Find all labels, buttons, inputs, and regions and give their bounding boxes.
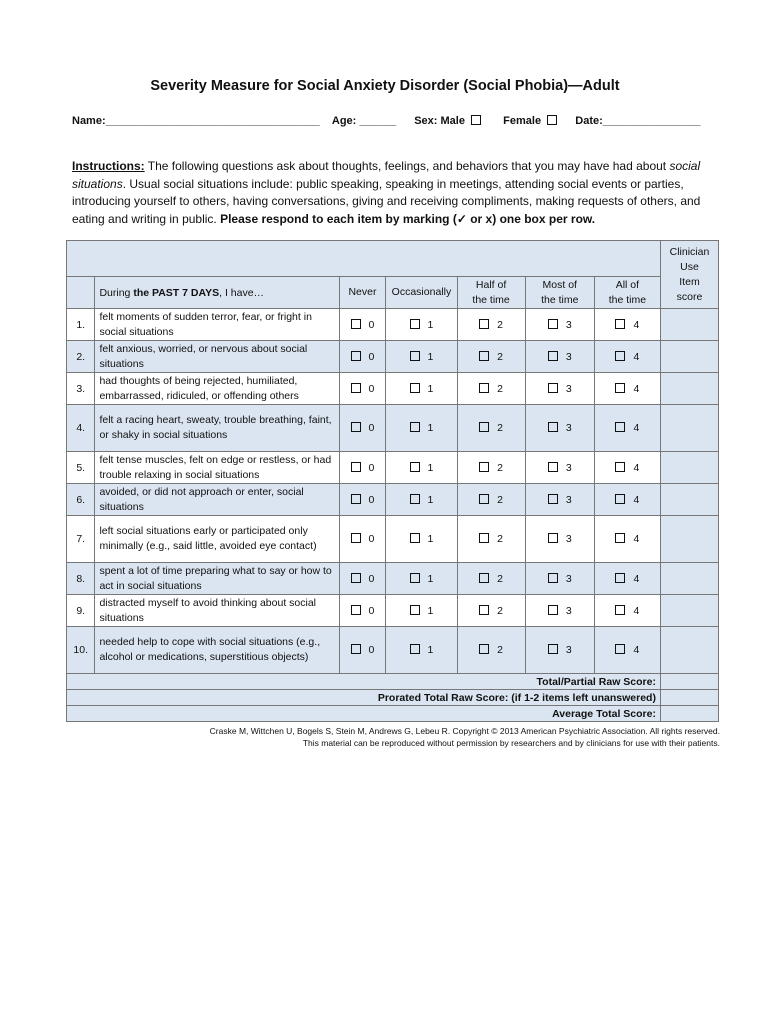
response-option[interactable] [386,309,457,341]
checkbox-icon[interactable] [410,644,420,654]
checkbox-icon[interactable] [410,605,420,615]
checkbox-icon[interactable] [615,422,625,432]
table-row [67,595,719,627]
total-label: Prorated Total Raw Score: (if 1-2 items left unanswered) [67,690,661,706]
page-title: Severity Measure for Social Anxiety Disorder (Social Phobia)—Adult [150,78,620,94]
item-number: 10. [67,627,95,674]
item-score-field[interactable] [660,309,718,341]
response-option[interactable] [525,309,594,341]
option-score: 2 [497,318,504,331]
response-option[interactable] [525,563,594,595]
response-option[interactable] [386,373,457,405]
response-option[interactable] [457,595,525,627]
item-score-field[interactable] [660,341,718,373]
checkbox-icon[interactable] [410,383,420,393]
option-score: 1 [427,318,434,331]
option-score: 2 [497,572,504,585]
checkbox-icon[interactable] [548,319,558,329]
checkbox-icon[interactable] [479,605,489,615]
option-score: 0 [368,493,375,506]
item-score-field[interactable] [660,452,718,484]
option-score: 0 [368,461,375,474]
item-text: needed help to cope with social situations (e.g., alcohol or medications, superstitious objects) [95,627,339,674]
response-option[interactable] [339,341,386,373]
response-option[interactable] [594,341,660,373]
checkbox-icon[interactable] [351,494,361,504]
response-option[interactable] [594,627,660,674]
checkbox-icon[interactable] [548,422,558,432]
checkbox-icon[interactable] [615,573,625,583]
response-option[interactable] [525,516,594,563]
option-score: 3 [565,644,572,656]
option-score: 4 [633,382,640,395]
option-score: 0 [368,318,375,331]
item-text: left social situations early or participated only minimally (e.g., said little, avoided eye contact) [95,516,339,563]
option-score: 1 [427,572,434,585]
option-score: 1 [427,350,434,363]
checkbox-icon[interactable] [410,494,420,504]
item-score-field[interactable] [660,484,718,516]
checkbox-icon[interactable] [548,494,558,504]
option-score: 2 [497,461,504,474]
table-row [67,309,719,341]
item-text: felt tense muscles, felt on edge or restless, or had trouble relaxing in social situations [95,452,339,484]
total-row [67,674,719,690]
option-score: 1 [427,493,434,506]
checkbox-icon[interactable] [615,494,625,504]
response-option[interactable] [386,563,457,595]
column-header-4: All of the time [594,277,660,309]
response-option[interactable] [457,563,525,595]
option-score: 3 [565,533,572,545]
instructions-label: Instructions: [72,159,145,173]
response-option[interactable] [386,405,457,452]
option-score: 1 [427,382,434,395]
option-score: 2 [497,604,504,617]
option-score: 1 [427,644,434,656]
checkbox-icon[interactable] [479,573,489,583]
patient-info-line [72,115,722,127]
table-row [67,452,719,484]
option-score: 2 [497,382,504,395]
item-number: 4. [67,405,95,452]
instructions-bold: Please respond to each item by marking (✓ or x) one box per row. [220,211,596,226]
response-option[interactable] [386,452,457,484]
table-row [67,484,719,516]
response-option[interactable] [457,405,525,452]
total-row [67,706,719,722]
option-score: 4 [633,422,640,434]
option-score: 4 [633,533,640,545]
item-score-field[interactable] [660,627,718,674]
response-option[interactable] [594,563,660,595]
option-score: 3 [565,493,572,506]
response-option[interactable] [386,341,457,373]
checkbox-icon[interactable] [615,605,625,615]
option-score: 0 [368,604,375,617]
item-number: 1. [67,309,95,341]
checkbox-icon[interactable] [351,383,361,393]
item-number: 7. [67,516,95,563]
option-score: 3 [565,318,572,331]
num-header [67,277,95,309]
option-score: 4 [633,572,640,585]
response-option[interactable] [386,516,457,563]
option-score: 0 [368,572,375,585]
checkbox-icon[interactable] [351,319,361,329]
checkbox-icon[interactable] [615,351,625,361]
option-score: 2 [497,350,504,363]
instructions [72,158,722,228]
checkbox-icon[interactable] [479,494,489,504]
checkbox-icon[interactable] [479,351,489,361]
column-header-3: Most of the time [525,277,594,309]
option-score: 2 [497,422,504,434]
checkbox-icon[interactable] [410,573,420,583]
checkbox-icon[interactable] [351,605,361,615]
table-row [67,627,719,674]
header-band [67,241,661,277]
age-field[interactable]: Age: ______ [331,115,397,127]
item-number: 2. [67,341,95,373]
total-row [67,690,719,706]
option-score: 0 [368,644,375,656]
response-option[interactable] [525,627,594,674]
checkbox-icon[interactable] [615,644,625,654]
response-option[interactable] [457,516,525,563]
footer-line2: This material can be reproduced without permission by researchers and by clinicians for use with their patients. [302,738,720,748]
column-header-0: Never [339,277,386,309]
date-field[interactable]: Date:________________ [575,115,701,127]
total-score-field[interactable] [660,690,718,706]
item-number: 9. [67,595,95,627]
response-option[interactable] [339,563,386,595]
checkbox-icon[interactable] [615,533,625,543]
item-text: avoided, or did not approach or enter, social situations [95,484,339,516]
response-option[interactable] [525,595,594,627]
item-number: 3. [67,373,95,405]
response-option[interactable] [594,405,660,452]
option-score: 4 [633,350,640,363]
response-option[interactable] [525,341,594,373]
response-option[interactable] [339,373,386,405]
option-score: 1 [427,422,434,434]
total-score-field[interactable] [660,706,718,722]
table-row [67,405,719,452]
option-score: 4 [633,461,640,474]
item-text: distracted myself to avoid thinking about social situations [95,595,339,627]
option-score: 1 [427,533,434,545]
response-option[interactable] [386,595,457,627]
total-label: Total/Partial Raw Score: [67,674,661,690]
response-option[interactable] [457,309,525,341]
item-text: felt a racing heart, sweaty, trouble breathing, faint, or shaky in social situations [95,405,339,452]
option-score: 3 [565,350,572,363]
option-score: 4 [633,318,640,331]
checkbox-icon[interactable] [479,383,489,393]
checkbox-icon[interactable] [548,462,558,472]
checkbox-icon[interactable] [410,351,420,361]
table-row [67,341,719,373]
checkbox-icon[interactable] [410,422,420,432]
name-field[interactable]: Name:___________________________________ [72,115,320,127]
response-option[interactable] [594,595,660,627]
response-option[interactable] [594,309,660,341]
sex-label: Sex: Male [414,115,465,127]
option-score: 4 [633,604,640,617]
column-header-2: Half of the time [457,277,525,309]
item-score-field[interactable] [660,405,718,452]
option-score: 4 [633,644,640,656]
response-option[interactable] [594,373,660,405]
column-header-1: Occasionally [386,277,457,309]
option-score: 1 [427,461,434,474]
option-score: 0 [368,382,375,395]
checkbox-icon[interactable] [615,383,625,393]
checkbox-icon[interactable] [351,351,361,361]
response-option[interactable] [386,627,457,674]
option-score: 0 [368,350,375,363]
checkbox-icon[interactable] [615,462,625,472]
checkbox-icon[interactable] [410,533,420,543]
response-option[interactable] [457,627,525,674]
response-option[interactable] [339,595,386,627]
male-checkbox-icon[interactable] [471,115,481,125]
checkbox-icon[interactable] [479,533,489,543]
female-checkbox-icon[interactable] [547,115,557,125]
checkbox-icon[interactable] [351,573,361,583]
item-score-field[interactable] [660,563,718,595]
option-score: 0 [368,422,375,434]
checkbox-icon[interactable] [548,573,558,583]
option-score: 2 [497,493,504,506]
option-score: 3 [565,604,572,617]
option-score: 4 [633,493,640,506]
response-option[interactable] [525,373,594,405]
response-option[interactable] [525,484,594,516]
response-option[interactable] [457,484,525,516]
table-row [67,373,719,405]
response-option[interactable] [339,309,386,341]
instructions-italic: social situations [72,159,701,191]
response-option[interactable] [457,341,525,373]
response-option[interactable] [594,516,660,563]
severity-table [66,240,719,722]
prompt-header: During the PAST 7 DAYS, I have… [95,277,339,309]
response-option[interactable] [339,452,386,484]
table-row [67,516,719,563]
response-option[interactable] [339,516,386,563]
item-number: 6. [67,484,95,516]
option-score: 2 [497,644,504,656]
female-label: Female [503,115,542,127]
checkbox-icon[interactable] [479,462,489,472]
response-option[interactable] [339,405,386,452]
item-text: spent a lot of time preparing what to say or how to act in social situations [95,563,339,595]
response-option[interactable] [339,627,386,674]
option-score: 3 [565,461,572,474]
item-text: had thoughts of being rejected, humiliated, embarrassed, ridiculed, or offending others [95,373,339,405]
response-option[interactable] [525,452,594,484]
option-score: 0 [368,533,375,545]
option-score: 2 [497,533,504,545]
response-option[interactable] [525,405,594,452]
response-option[interactable] [594,484,660,516]
option-score: 3 [565,382,572,395]
item-text: felt moments of sudden terror, fear, or fright in social situations [95,309,339,341]
option-score: 1 [427,604,434,617]
checkbox-icon[interactable] [479,644,489,654]
item-number: 5. [67,452,95,484]
checkbox-icon[interactable] [479,422,489,432]
clinician-header: Clinician Use Item score [660,241,718,309]
item-score-field[interactable] [660,595,718,627]
response-option[interactable] [339,484,386,516]
checkbox-icon[interactable] [410,462,420,472]
item-number: 8. [67,563,95,595]
table-row [67,563,719,595]
checkbox-icon[interactable] [351,462,361,472]
checkbox-icon[interactable] [351,533,361,543]
checkbox-icon[interactable] [410,319,420,329]
response-option[interactable] [457,452,525,484]
option-score: 3 [565,422,572,434]
total-score-field[interactable] [660,674,718,690]
option-score: 3 [565,572,572,585]
footer-line1: Craske M, Wittchen U, Bogels S, Stein M, Andrews G, Lebeu R. Copyright © 2013 American Psychiatric Association. All rights reserved. [209,726,720,736]
instructions-text-2: . Usual social situations include: public speaking, speaking in meetings, attending social events or parties, introducing yourself to others, having conversations, giving and receiving compliments, making requests of others, and eating and writing in public. [72,176,701,226]
checkbox-icon[interactable] [548,351,558,361]
item-score-field[interactable] [660,516,718,563]
item-score-field[interactable] [660,373,718,405]
checkbox-icon[interactable] [351,422,361,432]
checkbox-icon[interactable] [479,319,489,329]
checkbox-icon[interactable] [351,644,361,654]
checkbox-icon[interactable] [615,319,625,329]
checkbox-icon[interactable] [548,605,558,615]
checkbox-icon[interactable] [548,383,558,393]
total-label: Average Total Score: [67,706,661,722]
checkbox-icon[interactable] [548,644,558,654]
checkbox-icon[interactable] [548,533,558,543]
response-option[interactable] [386,484,457,516]
response-option[interactable] [457,373,525,405]
response-option[interactable] [594,452,660,484]
item-text: felt anxious, worried, or nervous about social situations [95,341,339,373]
instructions-text-1: The following questions ask about thoughts, feelings, and behaviors that you may have had about [144,159,670,173]
